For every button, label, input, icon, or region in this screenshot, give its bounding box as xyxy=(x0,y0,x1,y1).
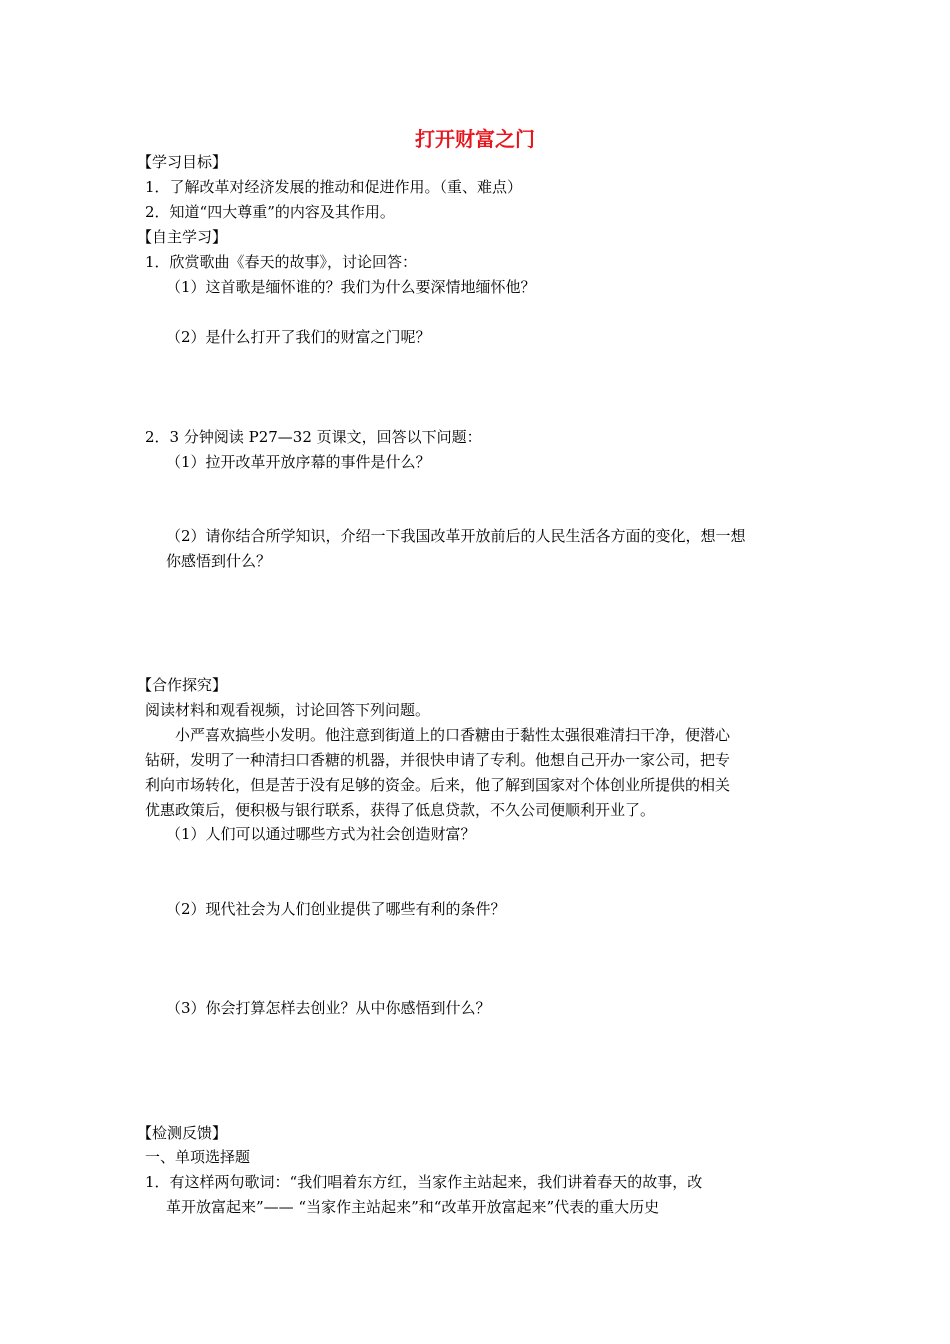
sub-question-text: （1）这首歌是缅怀谁的？我们为什么要深情地缅怀他？ xyxy=(166,278,536,296)
story-line: 优惠政策后，便积极与银行联系，获得了低息贷款，不久公司便顺利开业了。 xyxy=(145,801,656,819)
sub-question-text: （3）你会打算怎样去创业？从中你感悟到什么？ xyxy=(166,999,491,1017)
subsection-heading: 一、单项选择题 xyxy=(145,1148,251,1166)
sub-question-text: （1）拉开改革开放序幕的事件是什么？ xyxy=(166,453,431,471)
goal-item: 2．知道“四大尊重”的内容及其作用。 xyxy=(145,203,395,221)
goal-item: 1．了解改革对经济发展的推动和促进作用。（重、难点） xyxy=(145,178,523,196)
question-text: 革开放富起来”—— “当家作主站起来”和“改革开放富起来”代表的重大历史 xyxy=(166,1198,660,1216)
section-heading-feedback: 【检测反馈】 xyxy=(137,1124,228,1142)
story-line: 利向市场转化，但是苦于没有足够的资金。后来，他了解到国家对个体创业所提供的相关 xyxy=(145,776,731,794)
story-line: 钻研，发明了一种清扫口香糖的机器，并很快申请了专利。他想自己开办一家公司，把专 xyxy=(145,751,731,769)
sub-question-text: （2）现代社会为人们创业提供了哪些有利的条件？ xyxy=(166,900,506,918)
intro-text: 阅读材料和观看视频，讨论回答下列问题。 xyxy=(145,701,431,719)
question-text: 1．有这样两句歌词：“我们唱着东方红，当家作主站起来，我们讲着春天的故事，改 xyxy=(145,1173,703,1191)
sub-question-text: （2）是什么打开了我们的财富之门呢？ xyxy=(166,328,431,346)
question-text: 2．3 分钟阅读 P27—32 页课文，回答以下问题： xyxy=(145,428,482,446)
sub-question-text: 你感悟到什么？ xyxy=(166,552,272,570)
document-title: 打开财富之门 xyxy=(415,127,535,151)
section-heading-explore: 【合作探究】 xyxy=(137,676,228,694)
question-text: 1．欣赏歌曲《春天的故事》，讨论回答： xyxy=(145,253,418,271)
sub-question-text: （2）请你结合所学知识，介绍一下我国改革开放前后的人民生活各方面的变化，想一想 xyxy=(166,527,746,545)
story-line: 小严喜欢搞些小发明。他注意到街道上的口香糖由于黏性太强很难清扫干净，便潜心 xyxy=(175,726,731,744)
section-heading-self-study: 【自主学习】 xyxy=(137,228,228,246)
sub-question-text: （1）人们可以通过哪些方式为社会创造财富？ xyxy=(166,825,476,843)
section-heading-goals: 【学习目标】 xyxy=(137,153,228,171)
